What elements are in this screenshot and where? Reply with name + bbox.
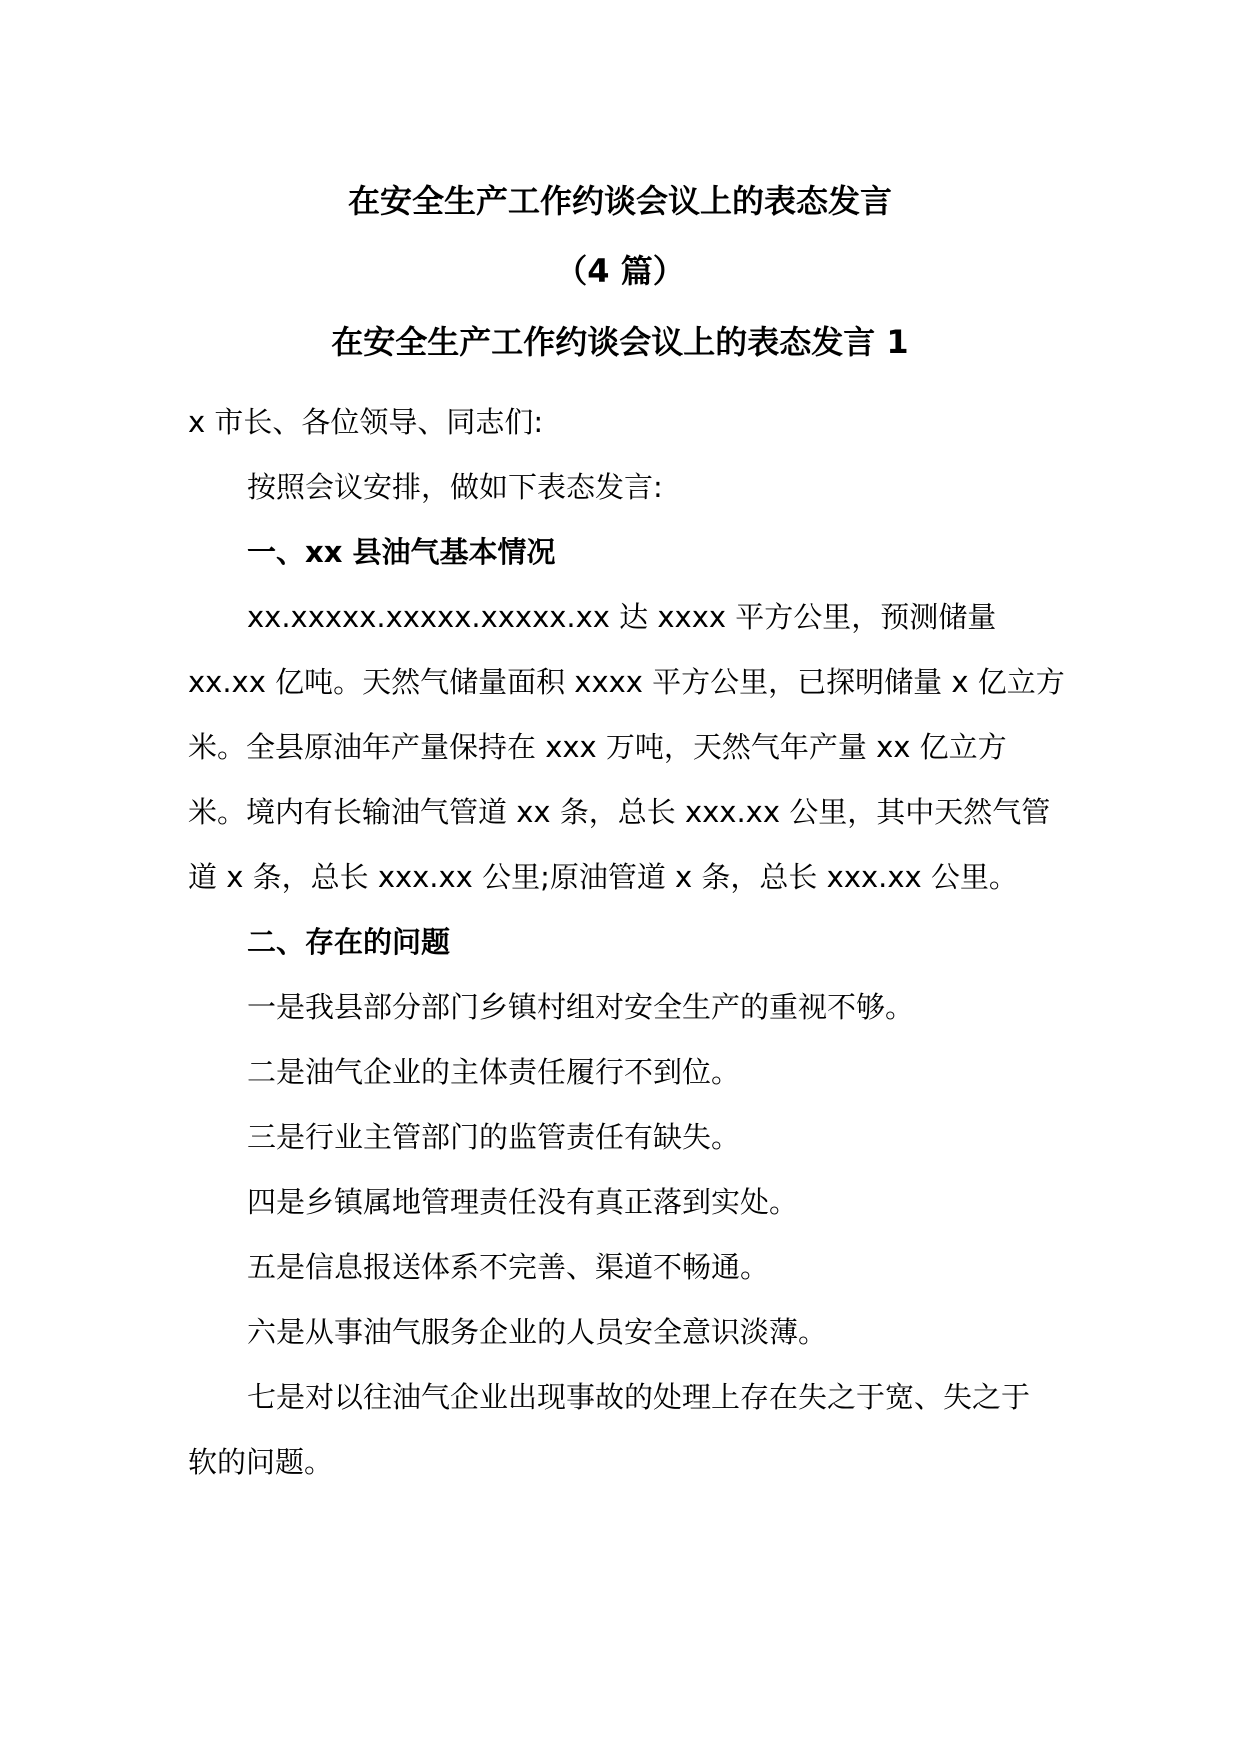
section1-paragraph-line: xx.xxxxx.xxxxx.xxxxx.xx 达 xxxx 平方公里，预测储量	[247, 600, 997, 634]
document-body	[188, 390, 1068, 1495]
problem-item: 五是信息报送体系不完善、渠道不畅通。	[247, 1250, 770, 1284]
problem-item: 一是我县部分部门乡镇村组对安全生产的重视不够。	[247, 990, 915, 1024]
document-count: （4 篇）	[555, 252, 685, 290]
section1-paragraph-line: 米。全县原油年产量保持在 xxx 万吨，天然气年产量 xx 亿立方	[188, 730, 1007, 764]
salutation: x 市长、各位领导、同志们:	[188, 405, 544, 439]
intro-paragraph: 按照会议安排，做如下表态发言:	[247, 470, 663, 504]
problem-item: 二是油气企业的主体责任履行不到位。	[247, 1055, 741, 1089]
problem-item: 六是从事油气服务企业的人员安全意识淡薄。	[247, 1315, 828, 1349]
problem-item: 三是行业主管部门的监管责任有缺失。	[247, 1120, 741, 1154]
section-heading-2: 二、存在的问题	[247, 925, 451, 959]
section1-paragraph-line: 米。境内有长输油气管道 xx 条，总长 xxx.xx 公里，其中天然气管	[188, 795, 1051, 829]
problem-item-line: 软的问题。	[188, 1445, 334, 1479]
problem-item-line: 七是对以往油气企业出现事故的处理上存在失之于宽、失之于	[247, 1380, 1031, 1414]
document-title: 在安全生产工作约谈会议上的表态发言	[347, 182, 892, 220]
section-heading-1: 一、xx 县油气基本情况	[247, 535, 556, 569]
document-subtitle: 在安全生产工作约谈会议上的表态发言 1	[331, 323, 909, 361]
section1-paragraph-line: 道 x 条，总长 xxx.xx 公里;原油管道 x 条，总长 xxx.xx 公里。	[188, 860, 1018, 894]
problem-item: 四是乡镇属地管理责任没有真正落到实处。	[247, 1185, 799, 1219]
section1-paragraph-line: xx.xx 亿吨。天然气储量面积 xxxx 平方公里，已探明储量 x 亿立方	[188, 665, 1065, 699]
